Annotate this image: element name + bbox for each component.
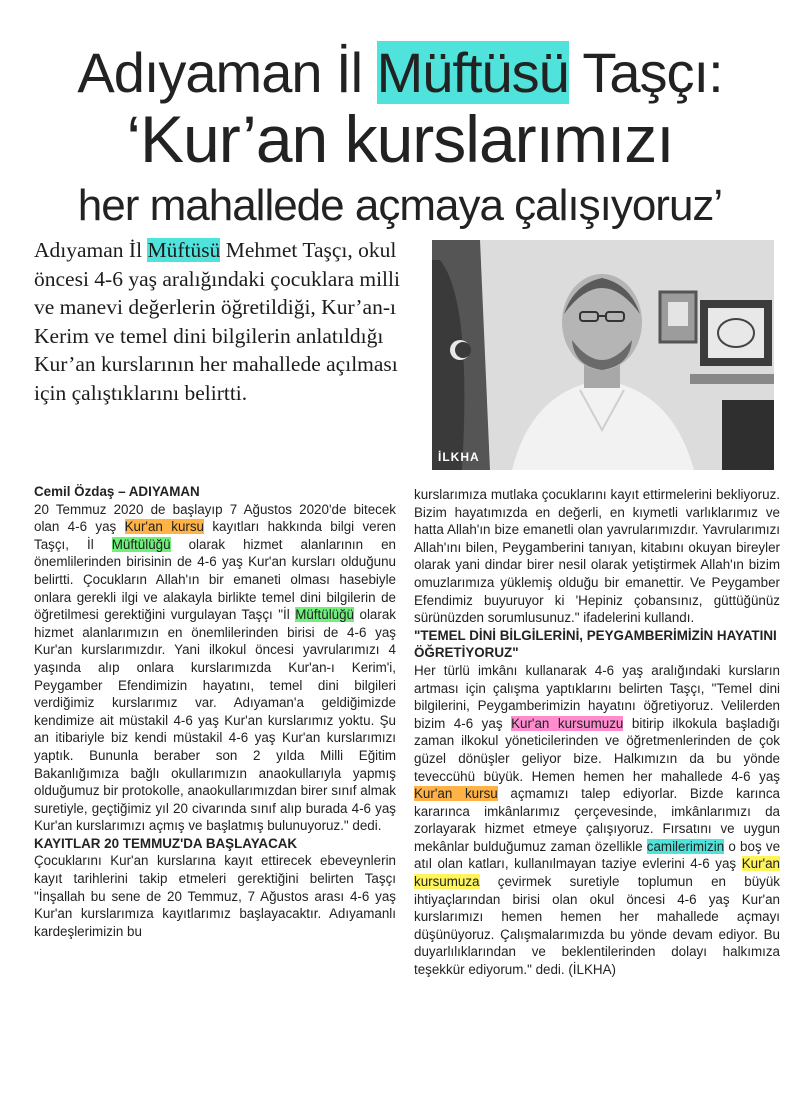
right-p2-text-e: çevirmek suretiyle toplumun en büyük ihtiyaçlarından birisi olan okul öncesi 4-6 yaş Kur'an kurslarımızı hemen hemen her mahallede açmayı düşünüyoruz. Çalışmalarımızda bu yönde devam ediyor. Bu duyarlılıklarından ve beklentilerinden dolayı halkımıza teşekkür ediyorum." dedi. (İLKHA): [414, 874, 780, 978]
highlight-kuran-kursu: Kur'an kursu: [124, 519, 204, 535]
headline-line-2: ‘Kur’an kurslarımızı: [126, 102, 674, 176]
article-column-right: [414, 486, 780, 979]
right-paragraph-1: kurslarımıza mutlaka çocuklarını kayıt ettirmelerini bekliyoruz. Bizim hayatımızda en değerli, en kıymetli varlıklarımız ve hatta Allah'ın bize emanetli olan yavrularımızdır. Yavrularımızı Allah'ını bilen, Peygamberini tanıyan, kitabını okuyan bireyler olarak yani dindar birer nesil olarak yetiştirmek Allah'ın bizim omuzlarımıza yüklemiş olduğu bir emanettir. Ve Peygamber Efendimiz buyuruyor ki 'Hepiniz çobansınız, güttüğünüz sürünüzden sorumlusunuz." ifadelerini kullandı.: [414, 487, 780, 626]
portrait-photo-image: [432, 240, 774, 470]
right-p2-text-b: bitirip ilkokula başladığı zaman ilkokul yöneticilerinden ve öğretmenlerinden de çok güzel dönüşler geliyor bize. Halkımızın da bu yönde teveccühü büyük. Hemen hemen her mahallede 4-6 yaş: [414, 715, 781, 784]
highlight-kuran-kursumuza: Kur'an kursumuza: [414, 856, 780, 890]
left-p1-text-b: kayıtları hakkında bilgi veren Taşçı, İl: [34, 519, 396, 552]
highlight-muftulugu-1: Müftülüğü: [111, 536, 171, 552]
highlight-camilerimizin: camilerimizin: [646, 838, 725, 854]
left-p1-text-c: olarak hizmet alanlarının en önemlilerinden birisinin de 4-6 yaş Kur'an kursları olduğunu belirtti. Çocukların Allah'ın bir emaneti olması hasebiyle onlara gerekli ilgi ve alakayla birlikte temel dini bilgilerin de öğretilmesi gerektiğini vurgulayan Taşçı "İl: [34, 536, 396, 623]
lead-highlight-muftusu: Müftüsü: [147, 238, 221, 262]
article-column-left: [34, 483, 396, 940]
lead-post: Mehmet Taşçı, okul öncesi 4-6 yaş aralığındaki çocuklara milli ve manevi değerlerin öğretildiği, Kur’an-ı Kerim ve temel dini bilgilerin anlatıldığı Kur’an kurslarının her mahallede açılması için çalıştıklarını belirtti.: [34, 238, 400, 405]
byline: Cemil Özdaş – ADIYAMAN: [34, 484, 200, 499]
lead-paragraph: [34, 236, 410, 408]
subheading-temel-dini: "TEMEL DİNİ BİLGİLERİNİ, PEYGAMBERİMİZİN HAYATINI ÖĞRETİYORUZ": [414, 627, 777, 661]
headline-line-3: her mahallede açmaya çalışıyoruz’: [77, 181, 723, 230]
lead-pre: Adıyaman İl: [34, 238, 148, 262]
portrait-photo: [432, 240, 774, 470]
highlight-muftulugu-2: Müftülüğü: [295, 607, 355, 623]
headline-highlight-muftusu: Müftüsü: [376, 41, 569, 104]
photo-watermark: İLKHA: [438, 450, 480, 464]
left-p1-text-a: 20 Temmuz 2020 de başlayıp 7 Ağustos 2020'de bitecek olan 4-6 yaş: [34, 501, 396, 535]
highlight-kuran-kursu-2: Kur'an kursu: [414, 786, 498, 802]
left-paragraph-2: Çocuklarını Kur'an kurslarına kayıt ettirecek ebeveynlerin kayıt tarihlerini takip etmeleri gerektiğini belirten Taşçı "İnşallah bu sene de 20 Temmuz, 7 Ağustos arası 4-6 yaş Kur'an kurslarımıza kayıtlarımız başlayacaktır. Adıyamanlı kardeşlerimizin bu: [34, 853, 396, 939]
right-paragraph-2: [414, 662, 780, 979]
headline-line-1-pre: Adıyaman İl: [77, 41, 377, 104]
right-p2-text-a: Her türlü imkânı kullanarak 4-6 yaş aralığındaki kursların artması için çalışma yaptıklarını belirten Taşçı, "Temel dini bilgilerini, Peygamberimizin hayatını öğretiyoruz. Velilerden bizim 4-6 yaş: [414, 662, 780, 731]
left-p1-text-d: olarak hizmet alanlarımızın en önemlilerinden birisi de 4-6 yaş Kur'an kurslarımızdır. Yani ilkokul öncesi yavrularımızı 4 yaşında alıp onlara kurslarımızda Kur'an-ı Kerim'i, Peygamber Efendimizin hayatını, temel dini bilgileri verdiğimiz kurslarımız var. Adıyaman'a geldiğimizde kendimize ait müstakil 4-6 yaş Kur'an kurslarımız yoktu. Şu an itibariyle biz kendi müstakil 4-6 yaş Kur'an kurslarımızı yaptık. Bununla beraber son 2 yılda Milli Eğitim Bakanlığımıza bağlı okullarımızın anaokullarıyla yapmış olduğumuz bir protokolle, anaokullarımızdan birer sınıf almak suretiyle, geçtiğimiz yıl 20 civarında sınıf alıp burada 4-6 yaş Kur'an kurslarımızı açmış ve başlatmış bulunuyoruz." dedi.: [34, 607, 396, 834]
headline-line-1: [0, 42, 800, 104]
highlight-kuran-kursumuzu: Kur'an kursumuzu: [511, 715, 624, 731]
left-paragraph-1: [34, 501, 396, 835]
right-p2-text-c: açmamızı talep ediyorlar. Bizde karınca kararınca imkânlarımız çerçevesinde, imkânlarımızı da zorlayarak hizmet etmeye çalışıyoruz. Fırsatını ve uygun mekânlar bulduğumuz zaman özellikle: [414, 786, 780, 854]
subheading-kayitlar: KAYITLAR 20 TEMMUZ'DA BAŞLAYACAK: [34, 835, 298, 851]
headline-line-1-post: Taşçı:: [568, 41, 723, 104]
right-p2-text-d: o boş ve atıl olan katları, kullanılmayan taziye evlerini 4-6 yaş: [414, 838, 781, 872]
